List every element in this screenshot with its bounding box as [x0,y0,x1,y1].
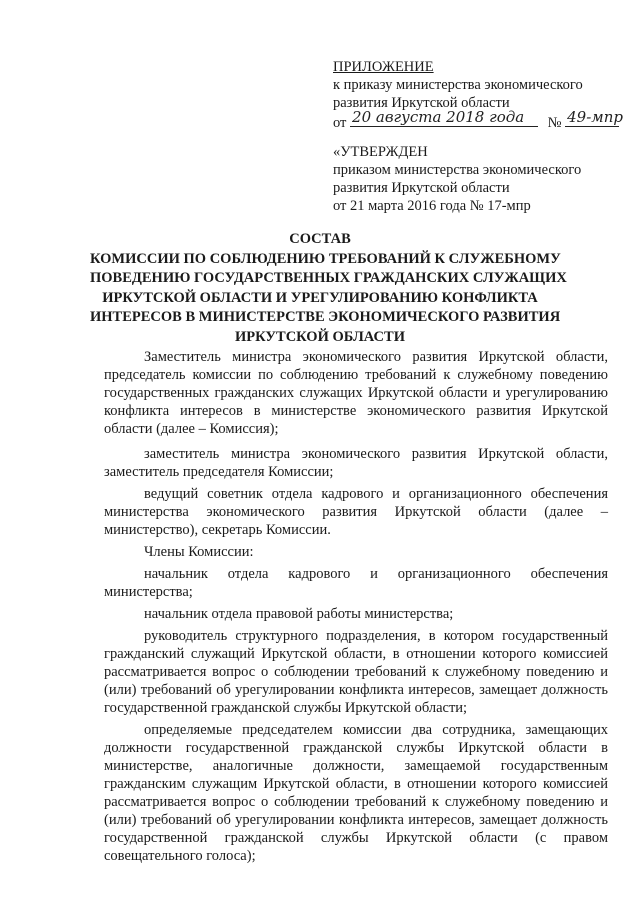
date-underline [350,108,538,127]
approved-line-3: от 21 марта 2016 года № 17-мпр [333,198,531,214]
appendix-order-line [333,108,623,132]
appendix-prefix: от [333,115,347,131]
title-line-6: ИРКУТСКОЙ ОБЛАСТИ [235,328,405,345]
paragraph: Заместитель министра экономического развития Иркутской области, председатель комиссии по соблюдению требований к служебному поведению государственных гражданских служащих Иркутской области и урегулированию конфликта интересов в министерстве экономического развития Иркутской области (далее – Комиссия); [104,349,608,437]
handwritten-date: 20 августа 2018 года [352,108,525,126]
paragraph: определяемые председателем комиссии два сотрудника, замещающих должности государственной гражданской службы Иркутской области в министерстве, аналогичные должности, замещаемой государственным гражданским служащим Иркутской области, в отношении которого комиссией рассматривается вопрос о соблюдении требований к служебному поведению и (или) требований об урегулировании конфликта интересов, замещает должность государственной гражданской службы Иркутской области (с правом совещательного голоса); [104,722,608,864]
document-body [104,348,608,869]
approved-line-1: приказом министерства экономического [333,162,582,178]
paragraph: Члены Комиссии: [144,544,254,560]
handwritten-number: 49-мпр [567,108,623,126]
approved-block [333,143,581,215]
title-line-1: СОСТАВ [289,231,351,247]
paragraph: начальник отдела кадрового и организационного обеспечения министерства; [104,566,608,600]
paragraph: заместитель министра экономического развития Иркутской области, заместитель председателя Комиссии; [104,446,608,480]
paragraph: руководитель структурного подразделения, в котором государственный гражданский служащий Иркутской области, в отношении которого комиссией рассматривается вопрос о соблюдении требований к служебному поведению и (или) требований об урегулировании конфликта интересов, замещает должность государственной гражданской службы Иркутской области; [104,628,608,716]
appendix-block [333,58,623,132]
appendix-number-prefix: № [547,115,562,131]
paragraph: ведущий советник отдела кадрового и организационного обеспечения министерства экономического развития Иркутской области (далее – министерство), секретарь Комиссии. [104,486,608,538]
number-underline [565,108,623,127]
document-title [90,230,567,347]
approved-line-2: развития Иркутской области [333,180,510,196]
appendix-line-1: к приказу министерства экономического [333,77,583,93]
appendix-heading: ПРИЛОЖЕНИЕ [333,59,434,75]
paragraph: начальник отдела правовой работы министерства; [144,606,454,622]
approved-heading: «УТВЕРЖДЕН [333,144,428,160]
appendix-line-2: развития Иркутской области [333,95,510,111]
title-line-2: КОМИССИИ ПО СОБЛЮДЕНИЮ ТРЕБОВАНИЙ К СЛУЖЕБНОМУ [90,250,561,267]
title-line-4: ИРКУТСКОЙ ОБЛАСТИ И УРЕГУЛИРОВАНИЮ КОНФЛИКТА [102,289,538,306]
title-line-5: ИНТЕРЕСОВ В МИНИСТЕРСТВЕ ЭКОНОМИЧЕСКОГО РАЗВИТИЯ [90,309,561,325]
title-line-3: ПОВЕДЕНИЮ ГОСУДАРСТВЕННЫХ ГРАЖДАНСКИХ СЛУЖАЩИХ [90,270,567,286]
